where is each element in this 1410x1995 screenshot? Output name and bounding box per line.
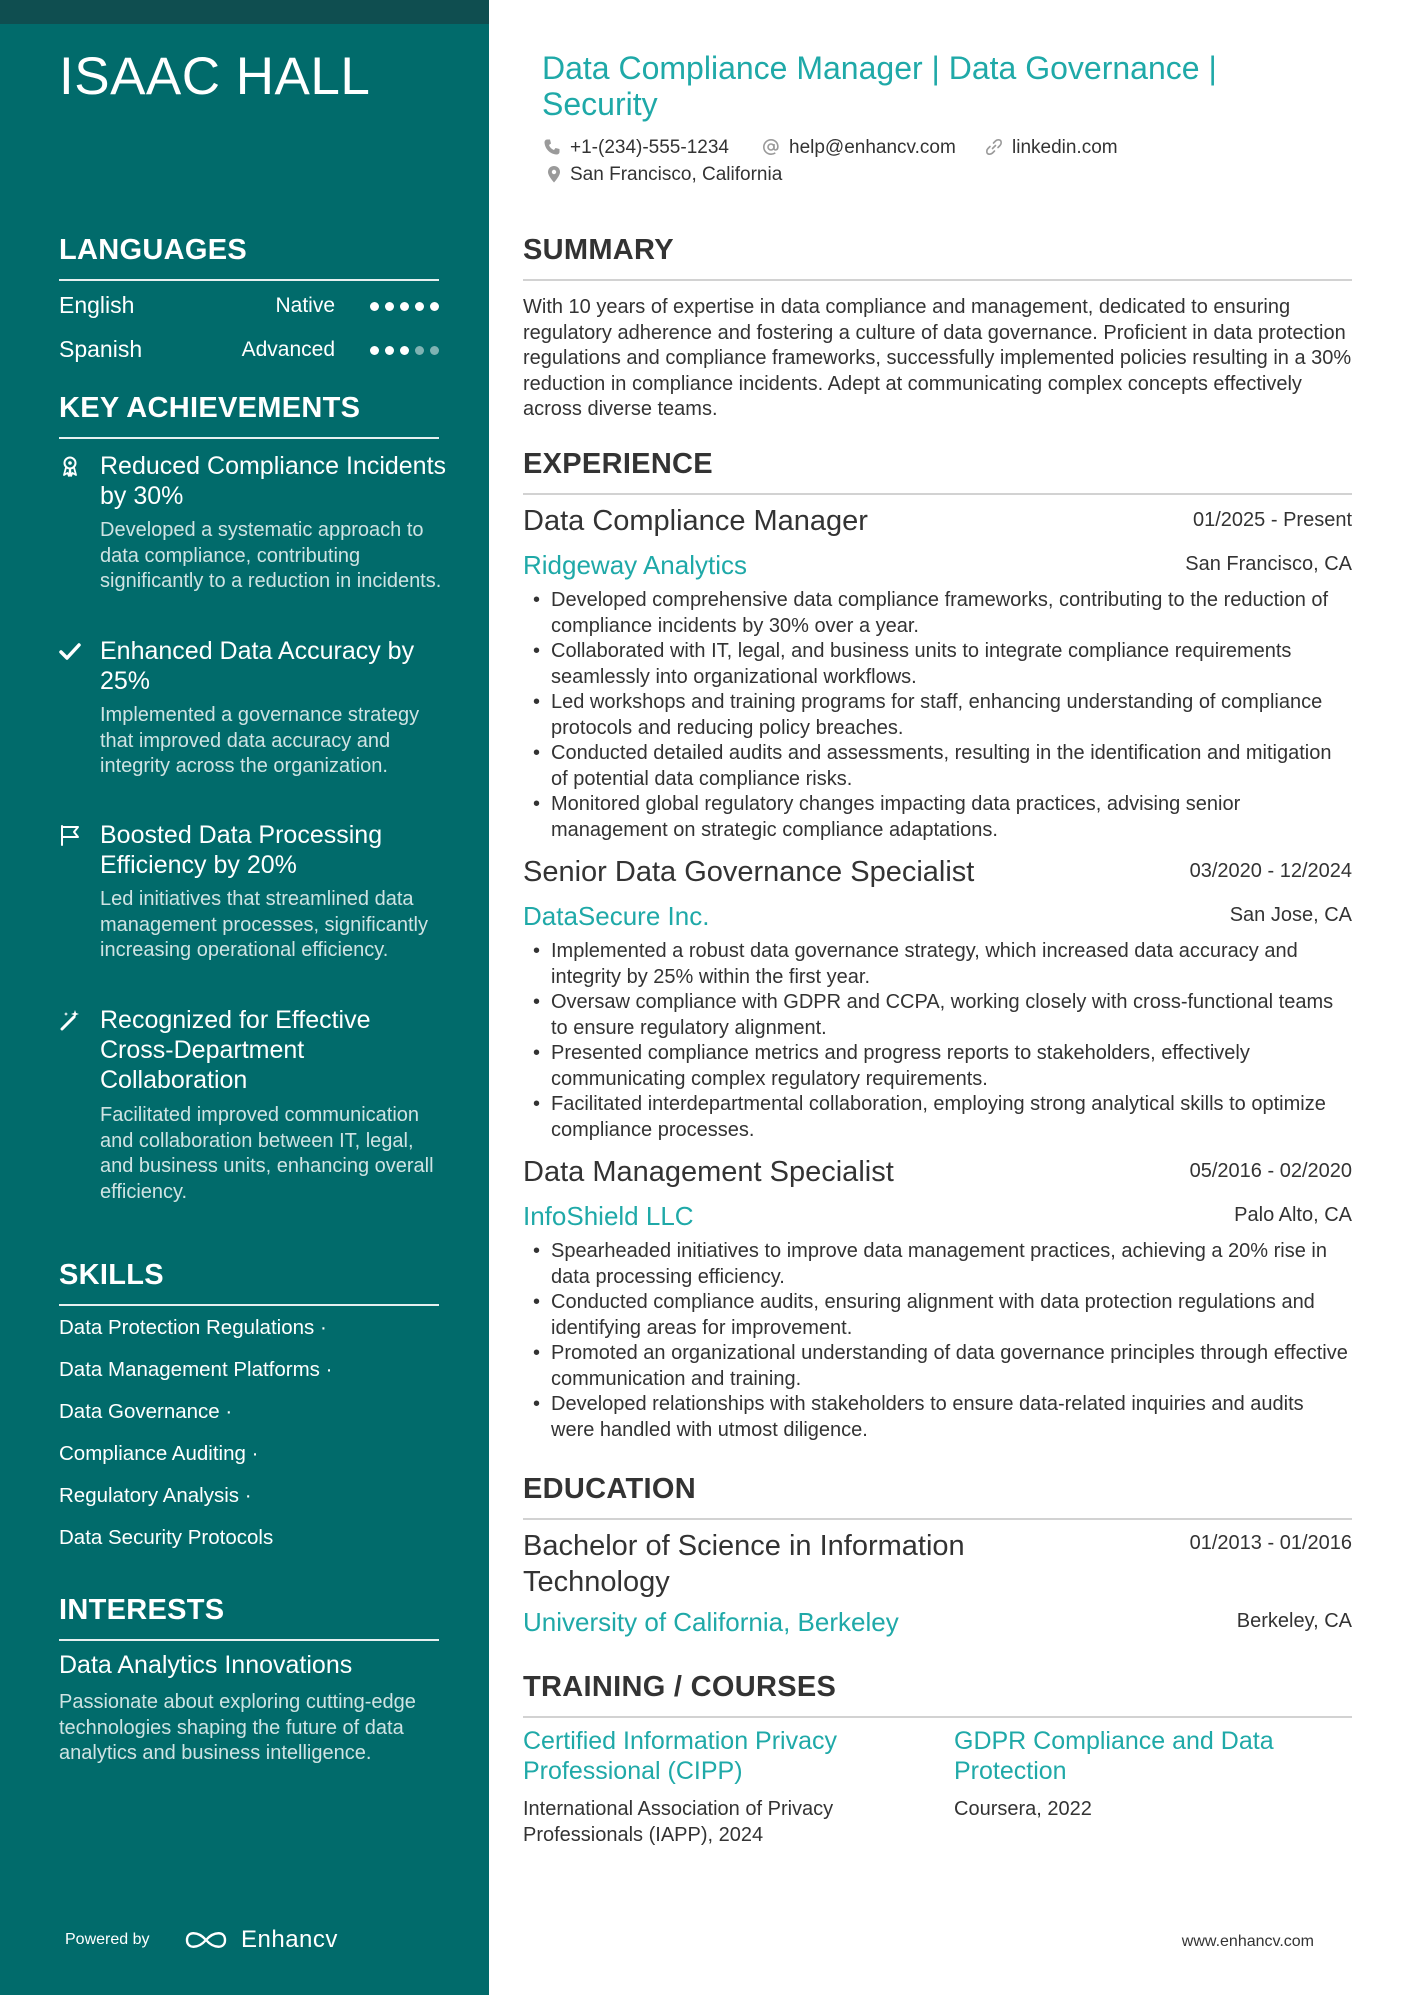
- job-location: San Jose, CA: [1229, 904, 1352, 926]
- course-organization: Coursera, 2022: [954, 1798, 1092, 1820]
- job-company[interactable]: DataSecure Inc.: [523, 901, 710, 931]
- degree-title: Bachelor of Science in Information Technology: [523, 1530, 965, 1598]
- candidate-name: ISAAC HALL: [59, 47, 371, 106]
- rating-dot-empty: [430, 346, 439, 355]
- job-bullets: [531, 939, 1352, 1143]
- rating-dot-filled: [385, 302, 394, 311]
- education-dates: 01/2013 - 01/2016: [1189, 1532, 1352, 1554]
- job-bullet: • Facilitated interdepartmental collaboration, employing strong analytical skills to optimize compliance processes.: [531, 1092, 1352, 1143]
- sidebar-top-bar: [0, 0, 489, 24]
- headline: Data Compliance Manager | Data Governance | Security: [542, 50, 1217, 122]
- linkedin-link[interactable]: linkedin.com: [1012, 137, 1118, 158]
- interest-title: Data Analytics Innovations: [59, 1651, 353, 1679]
- skill-item: Data Governance ·: [59, 1400, 233, 1423]
- course-title: GDPR Compliance and Data Protection: [954, 1727, 1274, 1785]
- achievements-heading: KEY ACHIEVEMENTS: [59, 392, 439, 439]
- job-dates: 01/2025 - Present: [1193, 509, 1352, 531]
- footer-website[interactable]: www.enhancv.com: [1181, 1933, 1314, 1950]
- course-organization: International Association of Privacy Professionals (IAPP), 2024: [523, 1798, 834, 1846]
- skill-item: Data Management Platforms ·: [59, 1358, 333, 1381]
- phone-icon: [543, 138, 561, 156]
- training-heading: TRAINING / COURSES: [523, 1671, 1352, 1718]
- language-row: [59, 292, 439, 326]
- rating-dot-filled: [370, 346, 379, 355]
- email-address[interactable]: help@enhancv.com: [789, 137, 956, 158]
- interest-description: Passionate about exploring cutting-edge technologies shaping the future of data analytics and business intelligence.: [59, 1691, 416, 1764]
- location-pin-icon: [545, 165, 563, 183]
- job-company[interactable]: Ridgeway Analytics: [523, 550, 747, 580]
- language-rating: [370, 302, 439, 311]
- job-company[interactable]: InfoShield LLC: [523, 1201, 694, 1231]
- job-location: San Francisco, CA: [1185, 553, 1352, 575]
- skill-item: Data Security Protocols: [59, 1526, 274, 1549]
- school-name[interactable]: University of California, Berkeley: [523, 1607, 899, 1637]
- language-level: Native: [275, 294, 335, 317]
- achievement-title: Reduced Compliance Incidents by 30%: [100, 452, 447, 510]
- skill-item: Compliance Auditing ·: [59, 1442, 259, 1465]
- rating-dot-filled: [430, 302, 439, 311]
- language-name: Spanish: [59, 336, 143, 362]
- checkmark-icon: [59, 640, 81, 662]
- school-location: Berkeley, CA: [1236, 1610, 1352, 1632]
- job-title: Senior Data Governance Specialist: [523, 856, 975, 888]
- job-bullet: • Monitored global regulatory changes impacting data practices, advising senior management on strategic compliance adaptations.: [531, 792, 1352, 843]
- languages-heading: LANGUAGES: [59, 234, 439, 281]
- rating-dot-filled: [370, 302, 379, 311]
- rating-dot-filled: [385, 346, 394, 355]
- language-rating: [370, 346, 439, 355]
- skill-item: Regulatory Analysis ·: [59, 1484, 252, 1507]
- job-title: Data Compliance Manager: [523, 505, 868, 537]
- job-bullet: • Spearheaded initiatives to improve data management practices, achieving a 20% rise in data processing efficiency.: [531, 1239, 1352, 1290]
- powered-by-label: Powered by: [65, 1931, 150, 1948]
- job-bullet: • Promoted an organizational understanding of data governance principles through effective communication and training.: [531, 1341, 1352, 1392]
- rating-dot-filled: [415, 302, 424, 311]
- phone-number[interactable]: +1-(234)-555-1234: [570, 137, 729, 158]
- job-bullet: • Oversaw compliance with GDPR and CCPA, working closely with cross-functional teams to ensure regulatory alignment.: [531, 990, 1352, 1041]
- rating-dot-empty: [415, 346, 424, 355]
- job-bullet: • Conducted compliance audits, ensuring alignment with data protection regulations and identifying areas for improvement.: [531, 1290, 1352, 1341]
- job-dates: 03/2020 - 12/2024: [1189, 860, 1352, 882]
- job-bullets: [531, 1239, 1352, 1443]
- rating-dot-filled: [400, 302, 409, 311]
- achievement-description: Developed a systematic approach to data compliance, contributing significantly to a reduction in incidents.: [100, 519, 442, 592]
- email-at-icon: [762, 138, 780, 156]
- job-location: Palo Alto, CA: [1234, 1204, 1352, 1226]
- flag-icon: [59, 824, 81, 846]
- link-icon: [985, 138, 1003, 156]
- summary-heading: SUMMARY: [523, 234, 1352, 281]
- job-bullet: • Developed relationships with stakeholders to ensure data-related inquiries and audits were handled with utmost diligence.: [531, 1392, 1352, 1443]
- achievement-description: Led initiatives that streamlined data management processes, significantly increasing operational efficiency.: [100, 888, 428, 961]
- skills-heading: SKILLS: [59, 1259, 439, 1306]
- experience-heading: EXPERIENCE: [523, 448, 1352, 495]
- rating-dot-filled: [400, 346, 409, 355]
- sidebar: [0, 0, 489, 1995]
- job-bullet: • Presented compliance metrics and progress reports to stakeholders, effectively communicating complex regulatory requirements.: [531, 1041, 1352, 1092]
- job-bullet: • Collaborated with IT, legal, and business units to integrate compliance requirements seamlessly into organizational workflows.: [531, 639, 1352, 690]
- skill-item: Data Protection Regulations ·: [59, 1316, 327, 1339]
- language-row: [59, 336, 439, 370]
- course-title: Certified Information Privacy Professional (CIPP): [523, 1727, 838, 1785]
- job-bullet: • Led workshops and training programs for staff, enhancing understanding of compliance protocols and reducing policy breaches.: [531, 690, 1352, 741]
- job-bullets: [531, 588, 1352, 843]
- enhancv-logo-icon: [184, 1928, 228, 1952]
- achievement-description: Facilitated improved communication and collaboration between IT, legal, and business units, enhancing overall efficiency.: [100, 1104, 434, 1203]
- interests-heading: INTERESTS: [59, 1594, 439, 1641]
- award-ribbon-icon: [59, 455, 81, 477]
- enhancv-brand[interactable]: Enhancv: [241, 1926, 338, 1953]
- job-bullet: • Implemented a robust data governance strategy, which increased data accuracy and integrity by 25% within the first year.: [531, 939, 1352, 990]
- job-bullet: • Developed comprehensive data compliance frameworks, contributing to the reduction of compliance incidents by 30% over a year.: [531, 588, 1352, 639]
- achievement-description: Implemented a governance strategy that improved data accuracy and integrity across the organization.: [100, 704, 420, 777]
- education-heading: EDUCATION: [523, 1473, 1352, 1520]
- language-name: English: [59, 292, 135, 318]
- summary-text: With 10 years of expertise in data compliance and management, dedicated to ensuring regulatory adherence and fostering a culture of data governance. Proficient in data protection regulations and compliance frameworks, successfully implemented policies resulting in a 30% reduction in compliance incidents. Adept at communicating complex concepts effectively across diverse teams.: [523, 296, 1352, 420]
- achievement-title: Boosted Data Processing Efficiency by 20%: [100, 821, 383, 879]
- magic-wand-icon: [59, 1009, 81, 1031]
- job-dates: 05/2016 - 02/2020: [1189, 1160, 1352, 1182]
- location: San Francisco, California: [570, 164, 783, 185]
- language-level: Advanced: [241, 338, 335, 361]
- job-title: Data Management Specialist: [523, 1156, 894, 1188]
- achievement-title: Recognized for Effective Cross-Department Collaboration: [100, 1006, 371, 1094]
- achievement-title: Enhanced Data Accuracy by 25%: [100, 637, 415, 695]
- job-bullet: • Conducted detailed audits and assessments, resulting in the identification and mitigation of potential data compliance risks.: [531, 741, 1352, 792]
